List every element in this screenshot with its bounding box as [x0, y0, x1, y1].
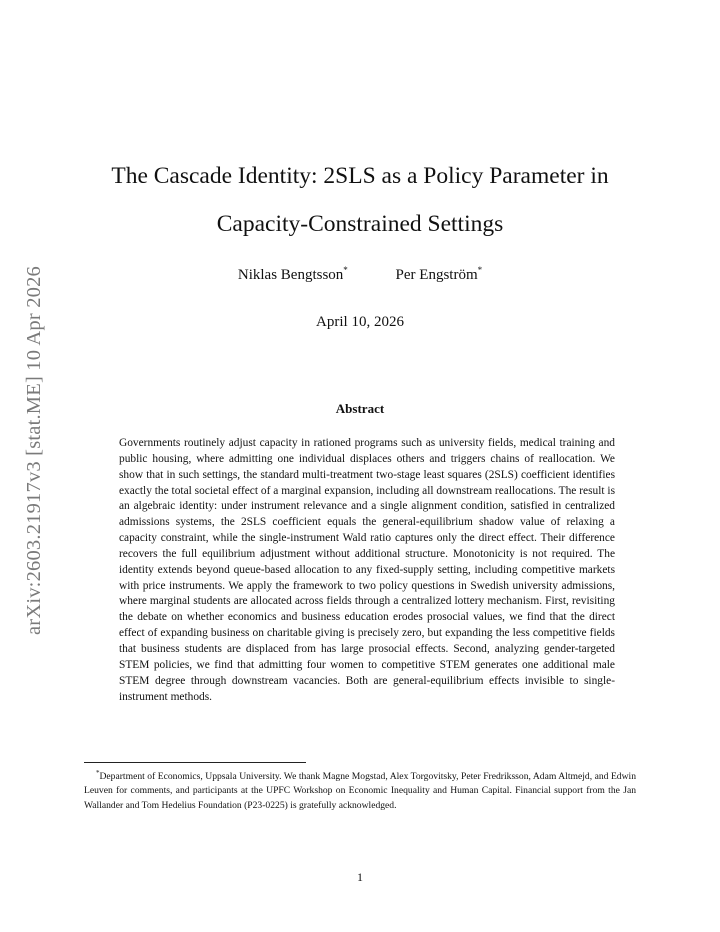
footnote [84, 766, 636, 813]
abstract-body: Governments routinely adjust capacity in rationed programs such as university fields, medical training and public housing, where admitting one individual displaces others and triggers chains of reallocation. We show that in such settings, the standard multi-treatment two-stage least squares (2SLS) coefficient identifies exactly the total societal effect of a marginal expansion, including all downstream reallocations. The result is an algebraic identity: under instrument relevance and a single alignment condition, satisfied in centralized admissions systems, the 2SLS coefficient equals the general-equilibrium shadow value of relaxing a capacity constraint, while the single-instrument Wald ratio captures only the direct effect. Their difference recovers the full equilibrium adjustment without additional structure. Monotonicity is not required. The identity extends beyond queue-based allocation to any fixed-supply setting, including competitive markets with price instruments. We apply the framework to two policy questions in Swedish university admissions, where marginal students are allocated across fields through a centralized lottery mechanism. First, revisiting the debate on whether economics and business education erodes prosocial values, we find that the direct effect of expanding business on charitable giving is precisely zero, but expanding the less competitive fields that business students are displaced from has large prosocial effects. Second, analyzing gender-targeted STEM policies, we find that admitting four women to competitive STEM generates one additional male STEM degree through downstream vacancies. Both are general-equilibrium effects invisible to single-instrument methods. [119, 437, 615, 703]
author-2-name: Per Engström [395, 267, 478, 283]
author-2 [396, 265, 483, 284]
arxiv-identifier-stamp [8, 250, 60, 650]
author-list [0, 265, 720, 284]
page-number: 1 [357, 870, 363, 884]
author-2-footnote-mark: * [477, 265, 483, 275]
footnote-divider [84, 762, 306, 763]
arxiv-identifier-text: arXiv:2603.21917v3 [stat.ME] 10 Apr 2026 [22, 265, 45, 635]
author-1-name: Niklas Bengtsson [237, 267, 344, 283]
footnote-text: Department of Economics, Uppsala University. We thank Magne Mogstad, Alex Torgovitsky, Peter Fredriksson, Adam Altmejd, and Edwin Leuven for comments, and participants at the UPFC Workshop on Economic Inequality and Human Capital. Financial support from the Jan Wallander and Tom Hedelius Foundation (P23-0225) is gratefully acknowledged. [84, 771, 636, 811]
author-1 [238, 265, 348, 284]
publication-date: April 10, 2026 [316, 314, 404, 330]
author-1-footnote-mark: * [343, 265, 348, 275]
abstract-heading: Abstract [335, 401, 385, 416]
footnote-mark: * [96, 769, 100, 777]
paper-title: The Cascade Identity: 2SLS as a Policy Parameter in Capacity-Constrained Settings [111, 163, 609, 237]
